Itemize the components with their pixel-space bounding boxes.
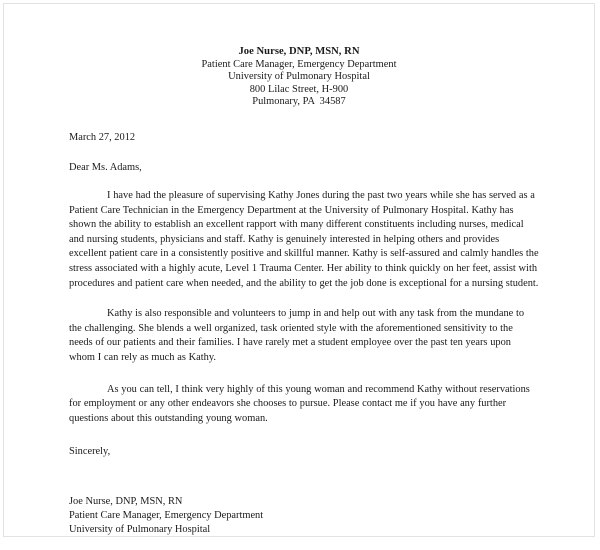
signature-block — [69, 495, 539, 536]
signature-organization: University of Pulmonary Hospital — [69, 523, 211, 535]
signature-title: Patient Care Manager, Emergency Department — [69, 510, 264, 522]
letterhead-title: Patient Care Manager, Emergency Department — [201, 58, 397, 70]
letter-date: March 27, 2012 — [69, 131, 136, 143]
letter-paragraph-1: I have had the pleasure of supervising Kathy Jones during the past two years while she has served as a Patient Care Technician in the Emergency Department at the University of Pulmonary Hospital. Kathy has shown the ability to establish an excellent rapport with many different constituents including nurses, medical and nursing students, physicians and staff. Kathy is genuinely interested in helping others and provides excellent patient care in a consistently positive and skillful manner. Kathy is self-assured and calmly handles the stress associated with a highly acute, Level 1 Trauma Center. Her ability to think quickly on her feet, assist with procedures and patient care when needed, and the ability to get the job done is exceptional for a nursing student. — [69, 189, 539, 289]
letterhead — [4, 46, 594, 109]
letter-paragraph-3: As you can tell, I think very highly of this young woman and recommend Kathy without reservations for employment or any other endeavors she chooses to pursue. Please contact me if you have any further questions about this outstanding young woman. — [69, 383, 530, 424]
letter-body — [4, 4, 594, 536]
letter-salutation: Dear Ms. Adams, — [69, 161, 142, 173]
letter-closing: Sincerely, — [69, 446, 111, 458]
letterhead-organization: University of Pulmonary Hospital — [228, 71, 370, 83]
letterhead-name: Joe Nurse, DNP, MSN, RN — [238, 46, 360, 57]
letter-paragraph-2: Kathy is also responsible and volunteers to jump in and help out with any task from the mundane to the challenging. She blends a well organized, task oriented style with the aforementioned sensitivity to the needs of our patients and their families. I have rarely met a student employee over the past ten years upon whom I can rely as much as Kathy. — [69, 308, 525, 363]
letterhead-city-state-zip: Pulmonary, PA 34587 — [252, 96, 346, 108]
letterhead-street: 800 Lilac Street, H-900 — [249, 83, 349, 95]
signature-name: Joe Nurse, DNP, MSN, RN — [69, 496, 183, 508]
document-page — [3, 3, 595, 537]
letter-content — [69, 131, 539, 537]
